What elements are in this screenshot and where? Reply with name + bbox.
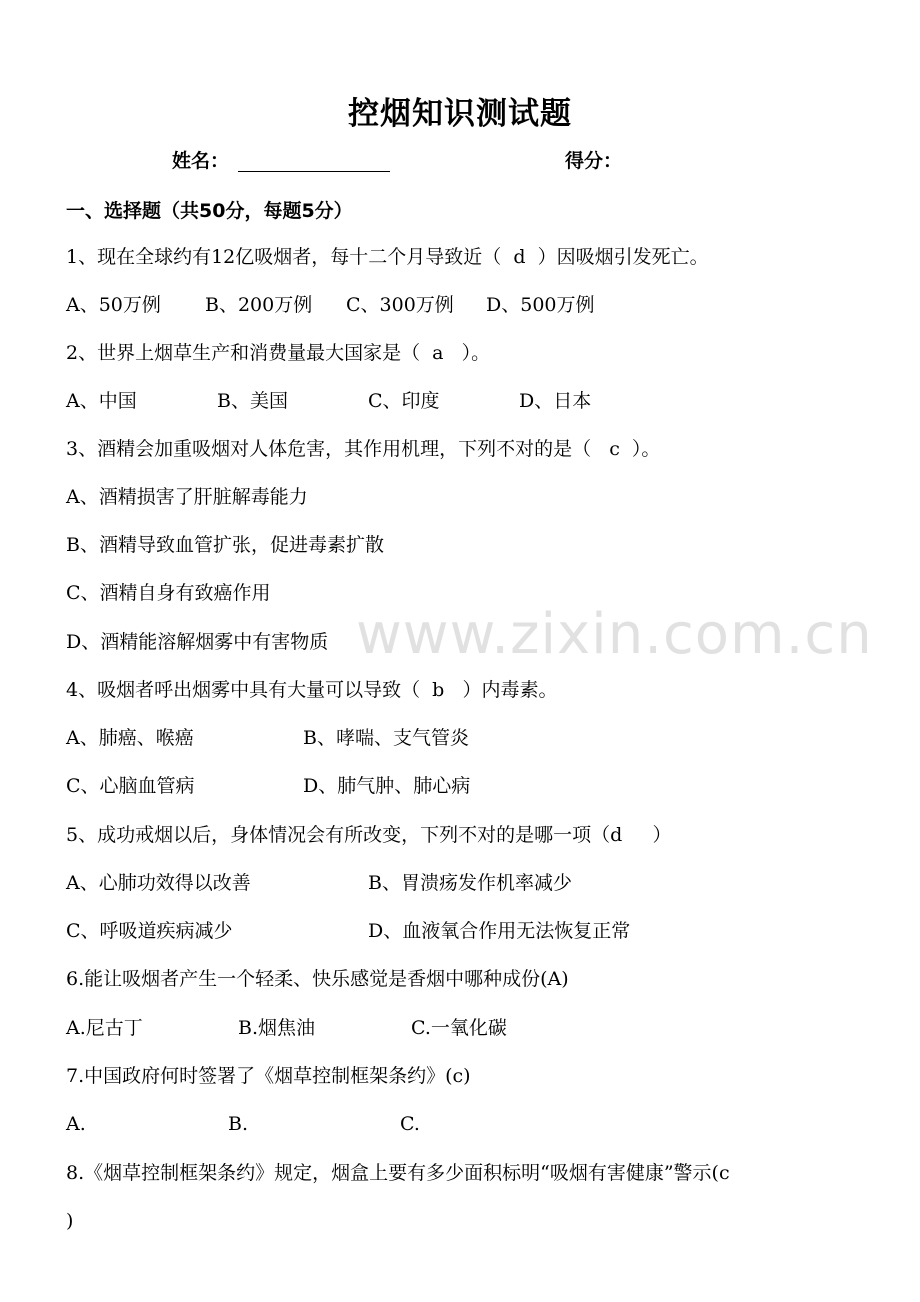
q5-option-d: D、血液氧合作用无法恢复正常 [368, 920, 631, 942]
q4-option-a: A、肺癌、喉癌 [66, 727, 194, 749]
q7-option-c: C. [400, 1113, 420, 1135]
q5-option-b: B、胃溃疡发作机率减少 [368, 872, 572, 894]
q2-option-d: D、日本 [519, 390, 592, 412]
page-title: 控烟知识测试题 [348, 96, 572, 132]
question-4: 4、吸烟者呼出烟雾中具有大量可以导致（ b ）内毒素。 [66, 679, 558, 701]
question-7: 7.中国政府何时签署了《烟草控制框架条约》(c) [66, 1065, 471, 1087]
q2-option-b: B、美国 [217, 390, 288, 412]
q7-option-b: B. [228, 1113, 249, 1135]
q6-option-b: B.烟焦油 [238, 1017, 316, 1039]
q6-option-c: C.一氧化碳 [411, 1017, 507, 1039]
q1-option-d: D、500万例 [486, 294, 595, 316]
question-5: 5、成功戒烟以后，身体情况会有所改变，下列不对的是哪一项（d ） [66, 824, 672, 846]
q1-option-a: A、50万例 [66, 294, 161, 316]
q7-option-a: A. [66, 1113, 86, 1135]
q1-option-c: C、300万例 [346, 294, 454, 316]
q5-option-a: A、心肺功效得以改善 [66, 872, 251, 894]
q4-option-d: D、肺气肿、肺心病 [303, 775, 471, 797]
q3-option-d: D、酒精能溶解烟雾中有害物质 [66, 631, 329, 653]
q3-option-c: C、酒精自身有致癌作用 [66, 582, 271, 604]
q4-option-c: C、心脑血管病 [66, 775, 195, 797]
q6-option-a: A.尼古丁 [66, 1017, 143, 1039]
q3-option-a: A、酒精损害了肝脏解毒能力 [66, 486, 308, 508]
q2-option-c: C、印度 [368, 390, 440, 412]
name-blank-line [238, 171, 390, 172]
question-2: 2、世界上烟草生产和消费量最大国家是（ a ）。 [66, 342, 491, 364]
watermark: www.zixin.com.cn [356, 602, 873, 667]
question-6: 6.能让吸烟者产生一个轻柔、快乐感觉是香烟中哪种成份(A) [66, 968, 569, 990]
question-8-continuation: ) [66, 1210, 74, 1232]
section-heading: 一、选择题（共50分，每题5分） [66, 200, 353, 222]
question-8: 8.《烟草控制框架条约》规定，烟盒上要有多少面积标明“吸烟有害健康”警示(c [66, 1162, 730, 1184]
question-1: 1、现在全球约有12亿吸烟者，每十二个月导致近（ d ）因吸烟引发死亡。 [66, 246, 709, 268]
name-label: 姓名： [172, 150, 230, 172]
q5-option-c: C、呼吸道疾病减少 [66, 920, 233, 942]
q2-option-a: A、中国 [66, 390, 137, 412]
q4-option-b: B、哮喘、支气管炎 [303, 727, 469, 749]
q3-option-b: B、酒精导致血管扩张，促进毒素扩散 [66, 534, 384, 556]
question-3: 3、酒精会加重吸烟对人体危害，其作用机理，下列不对的是（ c ）。 [66, 438, 661, 460]
score-label: 得分： [565, 150, 623, 172]
q1-option-b: B、200万例 [205, 294, 313, 316]
